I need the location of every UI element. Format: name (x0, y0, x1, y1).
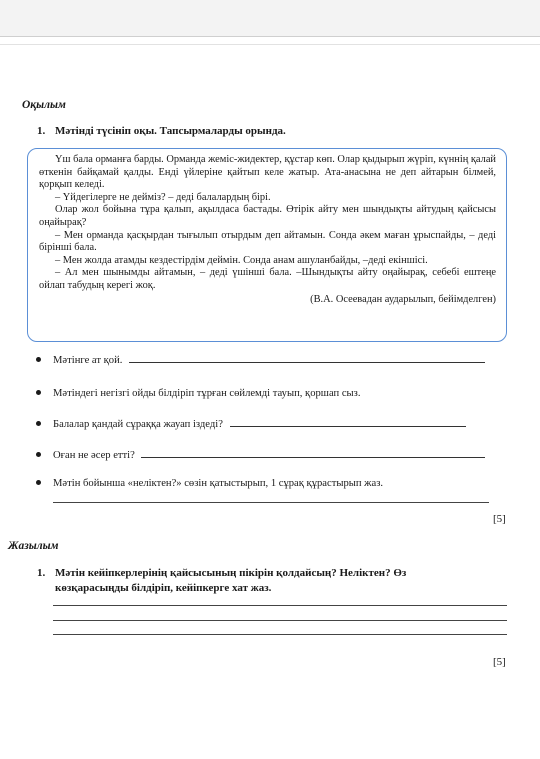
toolbar-divider (0, 44, 540, 45)
writing-line-3[interactable] (53, 634, 507, 635)
passage-paragraph-5: – Мен жолда атамды кездестірдім деймін. Сонда анам ашуланбайды, –деді екіншісі. (55, 254, 428, 266)
passage-paragraph-6: – Ал мен шынымды айтамын, – деді үшінші бала. –Шындықты айту оңайырақ, себебі ештеңе ойлап табудың керегі жоқ. (39, 267, 496, 291)
question-5 (36, 477, 383, 491)
question-1-text: Мәтінге ат қой. (53, 355, 123, 366)
section-title-reading: Оқылым (22, 99, 66, 111)
writing-score: [5] (493, 656, 506, 668)
writing-task-line-2: көзқарасыңды білдіріп, кейіпкерге хат жаз. (55, 582, 272, 594)
question-4 (36, 447, 485, 463)
question-3-text: Балалар қандай сұраққа жауап іздеді? (53, 419, 223, 430)
question-4-text: Оған не әсер етті? (53, 450, 135, 461)
passage-paragraph-1: Үш бала орманға барды. Орманда жеміс-жидектер, құстар көп. Олар қыдырып жүріп, күннің қалай өткенін байқамай қалды. Енді үйлеріне қайтып келе жатыр. Ата-анасына не деп айтарын білмей, қорқып келеді. (39, 154, 496, 191)
reading-score: [5] (493, 513, 506, 525)
writing-task-number: 1. (37, 567, 46, 579)
question-1 (36, 352, 485, 368)
bullet-icon (36, 357, 41, 362)
reading-task-number: 1. (37, 125, 46, 137)
question-5-text: Мәтін бойынша «неліктен?» сөзін қатыстырып, 1 сұрақ құрастырып жаз. (53, 478, 384, 489)
section-title-writing: Жазылым (8, 540, 59, 552)
answer-line-3[interactable] (230, 416, 466, 427)
question-2 (36, 387, 360, 401)
passage-paragraph-3: Олар жол бойына тұра қалып, ақылдаса бастады. Өтірік айту мен шындықты айтудың қайсысы оңайырақ? (39, 204, 496, 228)
reading-task-text: Мәтінді түсініп оқы. Тапсырмаларды орында. (55, 125, 286, 137)
bullet-icon (36, 480, 41, 485)
bullet-icon (36, 452, 41, 457)
answer-line-1[interactable] (129, 352, 485, 363)
writing-task-heading (37, 566, 406, 596)
question-3 (36, 416, 466, 432)
passage-paragraph-2: – Үйдегілерге не дейміз? – деді балалардың бірі. (55, 191, 271, 203)
answer-line-4[interactable] (141, 447, 485, 458)
answer-line-5[interactable] (53, 502, 489, 503)
bullet-icon (36, 421, 41, 426)
writing-task-line-1: Мәтін кейіпкерлерінің қайсысының пікірін қолдайсың? Неліктен? Өз (55, 567, 407, 579)
bullet-icon (36, 390, 41, 395)
reading-task-heading (37, 124, 286, 139)
writing-line-1[interactable] (53, 605, 507, 606)
writing-line-2[interactable] (53, 620, 507, 621)
passage-paragraph-4: – Мен орманда қасқырдан тығылып отырдым деп айтамын. Сонда әкем маған ұрыспайды, – деді бірінші бала. (39, 229, 496, 254)
passage-box (27, 148, 507, 342)
question-2-text: Мәтіндегі негізгі ойды білдіріп тұрған сөйлемді тауып, қоршап сыз. (53, 388, 361, 399)
passage-source: (В.А. Осеевадан аударылып, бейімделген) (310, 293, 496, 305)
document-viewer-toolbar (0, 0, 540, 37)
